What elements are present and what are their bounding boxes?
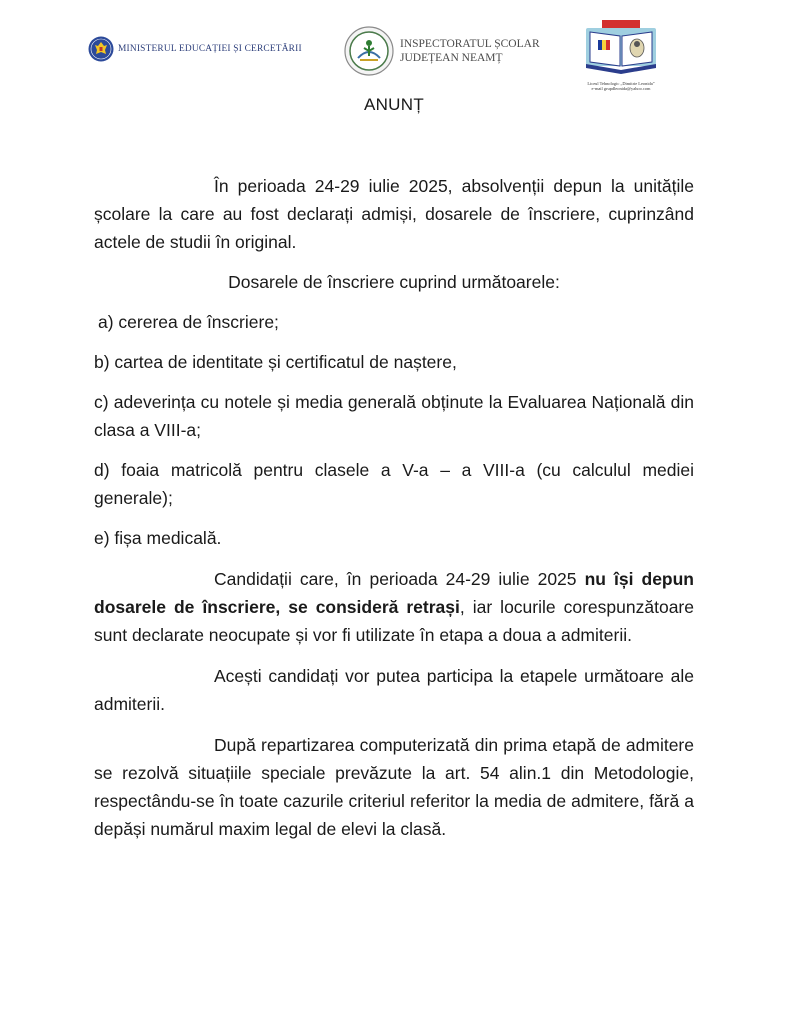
para2-end: , iar locurile corespunzătoare sunt declarate neocupate și vor fi utilizate în etapa a doua a admiterii.	[94, 597, 694, 645]
inspectorate-emblem-icon	[344, 26, 394, 76]
school-book-emblem-icon	[580, 18, 662, 76]
paragraph-special-situations: După repartizarea computerizată din prima etapă de admitere se rezolvă situațiile speciale prevăzute la art. 54 alin.1 din Metodologie, respectându-se în toate cazurile criteriul referitor la media de admitere, fără a depăși numărul maxim legal de elevi la clasă.	[94, 735, 694, 839]
paragraph-withdrawn-candidates	[94, 565, 694, 649]
school-caption: Liceul Tehnologic „Dimitrie Leonida”	[587, 81, 655, 86]
school-logo	[580, 18, 662, 91]
paragraph-next-stages: Acești candidați vor putea participa la etapele următoare ale admiterii.	[94, 666, 694, 714]
ministry-name: MINISTERUL EDUCAȚIEI ȘI CERCETĂRII	[118, 44, 302, 54]
list-item-e: e) fișa medicală.	[94, 528, 222, 548]
list-item-c: c) adeverința cu notele și media generală obținute la Evaluarea Națională din clasa a VIII-a;	[94, 392, 694, 440]
list-item-d: d) foaia matricolă pentru clasele a V-a – a VIII-a (cu calculul mediei generale);	[94, 460, 694, 508]
paragraph-submission-period: În perioada 24-29 iulie 2025, absolvenții depun la unitățile școlare la care au fost declarați admiși, dosarele de înscriere, cuprinzând actele de studii în original.	[94, 176, 694, 252]
announcement-body	[94, 172, 694, 843]
para2-bold: nu își depun dosarele de înscriere, se consideră retrași	[94, 569, 694, 617]
page-header	[0, 0, 788, 95]
list-item-b: b) cartea de identitate și certificatul de naștere,	[94, 352, 457, 372]
inspectorate-name-line1: INSPECTORATUL ȘCOLAR	[400, 38, 540, 50]
inspectorate-name-line2: JUDEȚEAN NEAMȚ	[400, 52, 503, 64]
page-title: ANUNȚ	[363, 95, 425, 114]
ministry-logo	[88, 36, 302, 62]
ministry-seal-icon	[88, 36, 114, 62]
inspectorate-logo	[344, 26, 540, 76]
school-email: e-mail grupdleonida@yahoo.com	[591, 86, 651, 91]
list-intro: Dosarele de înscriere cuprind următoarele:	[228, 272, 560, 292]
list-item-a: a) cererea de înscriere;	[98, 312, 279, 332]
para2-start: Candidații care, în perioada 24-29 iulie 2025	[214, 569, 585, 589]
